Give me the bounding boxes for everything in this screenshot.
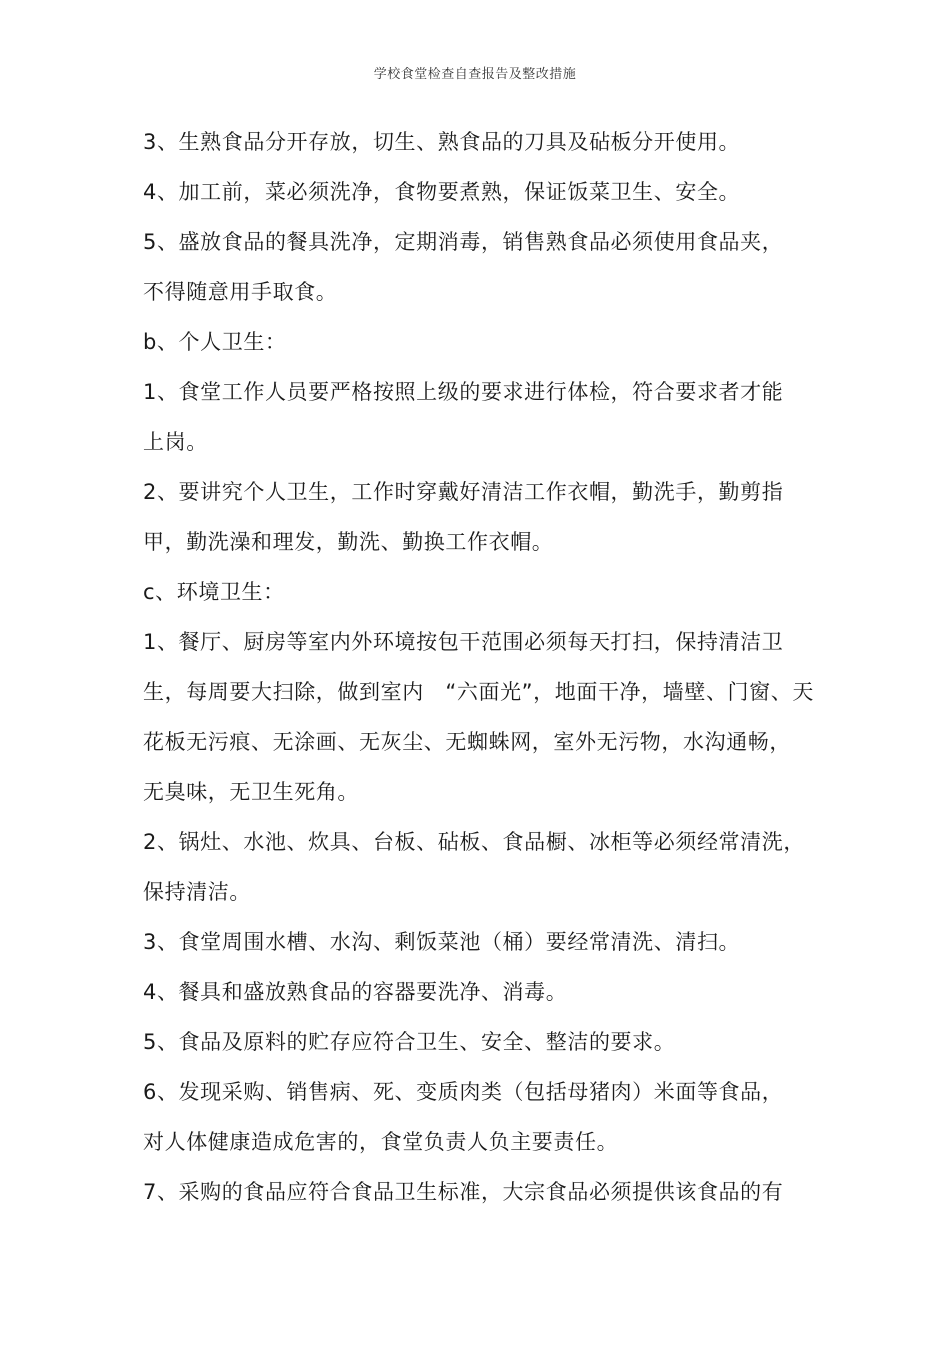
text-line: 5、食品及原料的贮存应符合卫生、安全、整洁的要求。: [143, 1030, 676, 1054]
section-heading: b、个人卫生：: [143, 330, 287, 354]
section-heading: c、环境卫生：: [143, 580, 285, 604]
text-line: 对人体健康造成危害的，食堂负责人负主要责任。: [143, 1130, 619, 1154]
text-line: 5、盛放食品的餐具洗净，定期消毒，销售熟食品必须使用食品夹，: [143, 230, 784, 254]
text-line: 生，每周要大扫除，做到室内 “六面光”，地面干净，墙壁、门窗、天: [143, 680, 814, 704]
text-line: 1、食堂工作人员要严格按照上级的要求进行体检，符合要求者才能: [143, 380, 784, 404]
text-line: 7、采购的食品应符合食品卫生标准，大宗食品必须提供该食品的有: [143, 1180, 784, 1204]
text-line: 保持清洁。: [143, 880, 251, 904]
text-line: 4、加工前，菜必须洗净，食物要煮熟，保证饭菜卫生、安全。: [143, 180, 741, 204]
text-line: 无臭味，无卫生死角。: [143, 780, 359, 804]
text-line: 2、锅灶、水池、炊具、台板、砧板、食品橱、冰柜等必须经常清洗，: [143, 830, 805, 854]
text-line: 3、生熟食品分开存放，切生、熟食品的刀具及砧板分开使用。: [143, 130, 741, 154]
text-line: 3、食堂周围水槽、水沟、剩饭菜池（桶）要经常清洗、清扫。: [143, 930, 741, 954]
text-line: 2、要讲究个人卫生，工作时穿戴好清洁工作衣帽，勤洗手，勤剪指: [143, 480, 784, 504]
text-line: 4、餐具和盛放熟食品的容器要洗净、消毒。: [143, 980, 568, 1004]
text-line: 不得随意用手取食。: [143, 280, 338, 304]
page-header-title: 学校食堂检查自查报告及整改措施: [373, 67, 577, 82]
text-line: 6、发现采购、销售病、死、变质肉类（包括母猪肉）米面等食品，: [143, 1080, 784, 1104]
document-body: [143, 117, 843, 1217]
text-line: 1、餐厅、厨房等室内外环境按包干范围必须每天打扫，保持清洁卫: [143, 630, 784, 654]
text-line: 花板无污痕、无涂画、无灰尘、无蜘蛛网，室外无污物，水沟通畅，: [143, 730, 791, 754]
text-line: 上岗。: [143, 430, 208, 454]
text-line: 甲，勤洗澡和理发，勤洗、勤换工作衣帽。: [143, 530, 554, 554]
